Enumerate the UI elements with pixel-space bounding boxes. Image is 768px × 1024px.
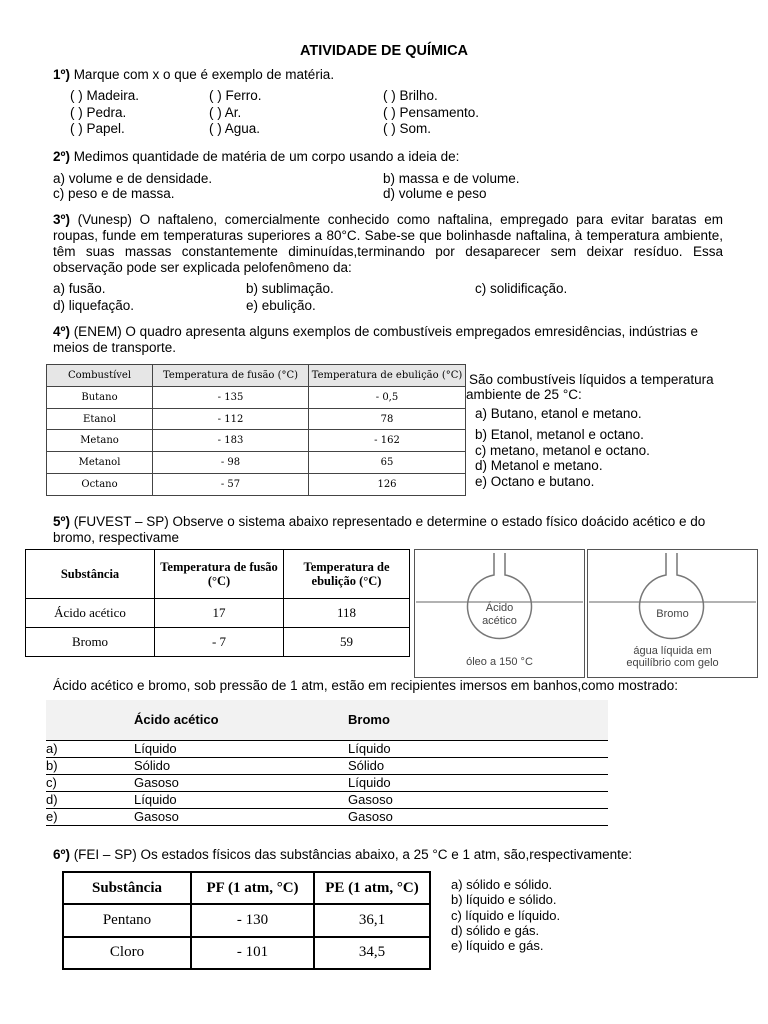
- q5-answer-row-c[interactable]: [46, 775, 608, 792]
- q3-option-b[interactable]: b) sublimação.: [246, 281, 334, 296]
- table-cell: Gasoso: [134, 809, 348, 826]
- table-cell: Bromo: [26, 628, 155, 657]
- question-4-number: 4º): [53, 324, 70, 339]
- table-cell: 65: [309, 452, 466, 474]
- q4-prompt-line1: São combustíveis líquidos a temperatura: [469, 372, 714, 387]
- table-cell: - 162: [309, 430, 466, 452]
- table-cell: - 0,5: [309, 386, 466, 408]
- q5-answer-row-a[interactable]: [46, 741, 608, 758]
- table-header: PE (1 atm, °C): [314, 872, 430, 904]
- q3-option-e[interactable]: e) ebulição.: [246, 298, 316, 313]
- table-header: Temperatura de fusão (°C): [155, 550, 284, 599]
- table-row: [63, 904, 430, 936]
- table-header: Bromo: [348, 700, 608, 741]
- table-cell: - 7: [155, 628, 284, 657]
- bath-label-oil: óleo a 150 °C: [466, 656, 533, 668]
- question-5-number: 5º): [53, 514, 70, 529]
- q6-option-e[interactable]: e) líquido e gás.: [451, 938, 544, 953]
- q1-option-som[interactable]: ( ) Som.: [383, 121, 432, 136]
- table-header: Ácido acético: [134, 700, 348, 741]
- q5-answer-row-b[interactable]: [46, 758, 608, 775]
- table-header: Temperatura de fusão (°C): [153, 365, 309, 387]
- bromine-bath-figure: [587, 549, 758, 678]
- q4-prompt-line2: ambiente de 25 °C:: [466, 387, 582, 402]
- table-cell: Octano: [47, 474, 153, 496]
- table-cell: c): [46, 775, 134, 792]
- table-header: Temperatura de ebulição (°C): [284, 550, 410, 599]
- q4-option-a[interactable]: a) Butano, etanol e metano.: [475, 406, 642, 421]
- q5-answer-row-e[interactable]: [46, 809, 608, 826]
- table-cell: Ácido acético: [26, 599, 155, 628]
- question-1-text: Marque com x o que é exemplo de matéria.: [69, 67, 335, 82]
- table-cell: Sólido: [134, 758, 348, 775]
- question-3-text: (Vunesp) O naftaleno, comercialmente conhecido como naftalina, empregado para evitar baratas em roupas, funde em temperaturas superiores a 80°C. Sabe-se que bolinhasde naftalina, à temperatura ambiente, têm suas massas constantemente diminuídas,terminando por desaparecer sem deixar resíduo. Essa observação pode ser explicada pelofenômeno da:: [53, 212, 723, 275]
- table-cell: - 112: [153, 408, 309, 430]
- question-2: [53, 149, 723, 165]
- q4-option-d[interactable]: d) Metanol e metano.: [475, 458, 603, 473]
- q1-option-pedra[interactable]: ( ) Pedra.: [70, 105, 127, 120]
- q2-option-d[interactable]: d) volume e peso: [383, 186, 487, 201]
- bath-label-ice-line2: equilíbrio com gelo: [626, 657, 719, 669]
- q6-option-c[interactable]: c) líquido e líquido.: [451, 908, 561, 923]
- table-row: [47, 452, 466, 474]
- q4-option-e[interactable]: e) Octano e butano.: [475, 474, 595, 489]
- question-4-text: (ENEM) O quadro apresenta alguns exemplos de combustíveis empregados emresidências, indústrias e meios de transporte.: [53, 324, 698, 355]
- table-cell: Gasoso: [348, 809, 608, 826]
- q1-option-agua[interactable]: ( ) Agua.: [209, 121, 261, 136]
- table-cell: 36,1: [314, 904, 430, 936]
- table-cell: - 130: [191, 904, 314, 936]
- table-cell: - 98: [153, 452, 309, 474]
- question-4: [53, 324, 723, 356]
- table-row: [47, 474, 466, 496]
- question-1: [53, 67, 723, 83]
- table-header: [46, 700, 134, 741]
- melting-boiling-table: [62, 871, 431, 970]
- q4-option-b[interactable]: b) Etanol, metanol e octano.: [475, 427, 644, 442]
- flask-label-bromine: Bromo: [656, 608, 689, 620]
- table-cell: Butano: [47, 386, 153, 408]
- table-cell: Cloro: [63, 937, 191, 969]
- table-header-row: [26, 550, 410, 599]
- table-cell: b): [46, 758, 134, 775]
- table-header: Substância: [26, 550, 155, 599]
- question-6-number: 6º): [53, 847, 70, 862]
- table-cell: Sólido: [348, 758, 608, 775]
- table-header: PF (1 atm, °C): [191, 872, 314, 904]
- table-cell: d): [46, 792, 134, 809]
- q5-answer-row-d[interactable]: [46, 792, 608, 809]
- q3-option-a[interactable]: a) fusão.: [53, 281, 106, 296]
- question-1-number: 1º): [53, 67, 70, 82]
- q6-option-d[interactable]: d) sólido e gás.: [451, 923, 540, 938]
- table-cell: Líquido: [348, 775, 608, 792]
- q4-option-c[interactable]: c) metano, metanol e octano.: [475, 443, 650, 458]
- table-cell: Pentano: [63, 904, 191, 936]
- table-cell: - 57: [153, 474, 309, 496]
- table-header-row: [47, 365, 466, 387]
- q2-option-c[interactable]: c) peso e de massa.: [53, 186, 175, 201]
- table-header-row: [46, 700, 608, 741]
- table-header: Combustível: [47, 365, 153, 387]
- question-3: [53, 212, 723, 276]
- table-cell: - 135: [153, 386, 309, 408]
- question-2-number: 2º): [53, 149, 70, 164]
- table-row: [63, 937, 430, 969]
- flask-label-acetic-line2: acético: [482, 615, 517, 627]
- table-cell: Metano: [47, 430, 153, 452]
- q5-answer-table: [46, 700, 608, 826]
- table-row: [47, 386, 466, 408]
- table-header: Temperatura de ebulição (°C): [309, 365, 466, 387]
- table-row: [47, 408, 466, 430]
- question-6-text: (FEI – SP) Os estados físicos das substâncias abaixo, a 25 °C e 1 atm, são,respectivamente:: [69, 847, 633, 862]
- acetic-acid-bath-figure: [414, 549, 585, 678]
- q1-option-madeira[interactable]: ( ) Madeira.: [70, 88, 140, 103]
- table-row: [26, 599, 410, 628]
- question-6: [53, 847, 753, 863]
- bath-label-ice-line1: água líquida em: [633, 645, 712, 657]
- table-cell: - 183: [153, 430, 309, 452]
- q1-option-pensamento[interactable]: ( ) Pensamento.: [383, 105, 480, 120]
- table-cell: Etanol: [47, 408, 153, 430]
- table-header-row: [63, 872, 430, 904]
- table-cell: Líquido: [348, 741, 608, 758]
- table-cell: Metanol: [47, 452, 153, 474]
- table-header: Substância: [63, 872, 191, 904]
- table-cell: 78: [309, 408, 466, 430]
- table-cell: 59: [284, 628, 410, 657]
- table-cell: Gasoso: [134, 775, 348, 792]
- page-title: ATIVIDADE DE QUÍMICA: [299, 43, 469, 59]
- table-row: [26, 628, 410, 657]
- table-cell: 17: [155, 599, 284, 628]
- question-3-number: 3º): [53, 212, 70, 227]
- table-cell: a): [46, 741, 134, 758]
- question-5-caption: Ácido acético e bromo, sob pressão de 1 atm, estão em recipientes imersos em banhos,como mostrado:: [53, 678, 679, 693]
- q1-option-ferro[interactable]: ( ) Ferro.: [209, 88, 262, 103]
- q6-option-a[interactable]: a) sólido e sólido.: [451, 877, 553, 892]
- q1-option-brilho[interactable]: ( ) Brilho.: [383, 88, 438, 103]
- q2-option-b[interactable]: b) massa e de volume.: [383, 171, 520, 186]
- table-cell: 34,5: [314, 937, 430, 969]
- q2-option-a[interactable]: a) volume e de densidade.: [53, 171, 213, 186]
- table-cell: Líquido: [134, 741, 348, 758]
- table-cell: 118: [284, 599, 410, 628]
- question-5: [53, 514, 723, 546]
- table-cell: 126: [309, 474, 466, 496]
- q3-option-d[interactable]: d) liquefação.: [53, 298, 135, 313]
- table-cell: Líquido: [134, 792, 348, 809]
- table-cell: Gasoso: [348, 792, 608, 809]
- q6-option-b[interactable]: b) líquido e sólido.: [451, 892, 557, 907]
- table-cell: e): [46, 809, 134, 826]
- substance-table: [25, 549, 410, 657]
- fuel-table: [46, 364, 466, 496]
- table-row: [47, 430, 466, 452]
- table-cell: - 101: [191, 937, 314, 969]
- question-5-text: (FUVEST – SP) Observe o sistema abaixo representado e determine o estado físico doácido acético e do bromo, respectivame: [53, 514, 706, 545]
- q1-option-ar[interactable]: ( ) Ar.: [209, 105, 242, 120]
- question-2-text: Medimos quantidade de matéria de um corpo usando a ideia de:: [69, 149, 460, 164]
- q3-option-c[interactable]: c) solidificação.: [475, 281, 568, 296]
- q1-option-papel[interactable]: ( ) Papel.: [70, 121, 125, 136]
- flask-label-acetic-line1: Ácido: [485, 602, 514, 614]
